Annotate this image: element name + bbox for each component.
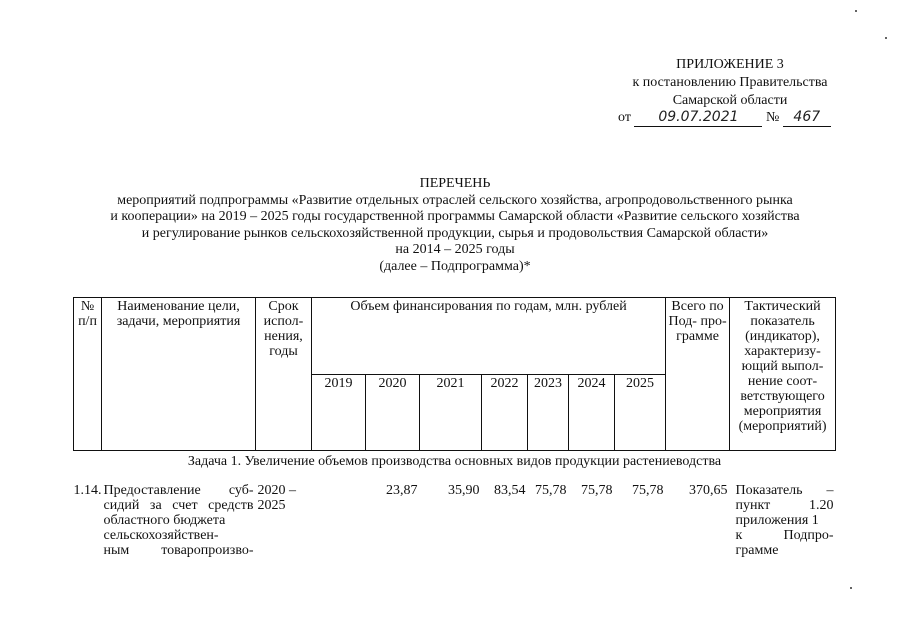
handwritten-date: 09.07.2021 bbox=[634, 108, 762, 127]
row-indicator-line: приложения 1 bbox=[735, 513, 819, 528]
appendix-title: ПРИЛОЖЕНИЕ 3 bbox=[676, 57, 784, 72]
header-indicator: Тактический показатель (индикатор), характеризу- ющий выпол- нение соот- ветствующего мероприятия (мероприятий) bbox=[730, 298, 836, 451]
row-value-2022: 83,54 bbox=[494, 483, 526, 498]
task-row: Задача 1. Увеличение объемов производства основных видов продукции растениеводства bbox=[74, 451, 836, 478]
row-name bbox=[102, 477, 256, 564]
appendix-line-1: к постановлению Правительства bbox=[632, 75, 828, 90]
date-prefix: от bbox=[618, 110, 631, 125]
row-indicator-line: к Подпро- bbox=[735, 528, 834, 543]
row-indicator bbox=[730, 477, 836, 564]
row-value-2021: 35,90 bbox=[448, 483, 480, 498]
measures-table bbox=[73, 297, 836, 564]
row-value-2025: 75,78 bbox=[632, 483, 664, 498]
header-year: 2022 bbox=[482, 374, 528, 451]
row-value-2019 bbox=[312, 477, 366, 564]
header-year: 2019 bbox=[312, 374, 366, 451]
row-indicator-line: пункт 1.20 bbox=[735, 498, 834, 513]
row-indicator-line: грамме bbox=[735, 543, 779, 558]
header-year: 2021 bbox=[420, 374, 482, 451]
row-value-2024: 75,78 bbox=[581, 483, 613, 498]
row-term-line: 2025 bbox=[257, 498, 286, 513]
heading-title: ПЕРЕЧЕНЬ bbox=[419, 176, 491, 191]
row-name-line: Предоставление суб- bbox=[103, 483, 254, 498]
row-total: 370,65 bbox=[689, 483, 728, 498]
appendix-block bbox=[600, 56, 860, 110]
heading-line-5: (далее – Подпрограмма)* bbox=[379, 258, 531, 274]
document-heading bbox=[40, 176, 870, 275]
scan-speck bbox=[855, 10, 857, 12]
appendix-line-2: Самарской области bbox=[672, 93, 788, 108]
table-row bbox=[74, 477, 836, 564]
handwritten-number: 467 bbox=[783, 108, 831, 127]
heading-line-3: и регулирование рынков сельскохозяйственной продукции, сырья и продовольствия Самарской области» bbox=[141, 225, 769, 241]
scan-speck bbox=[850, 587, 852, 589]
header-total: Всего по Под- про- грамме bbox=[666, 298, 730, 451]
row-name-line: сидий за счет средств bbox=[103, 498, 254, 513]
header-year: 2025 bbox=[615, 374, 666, 451]
heading-line-2: и кооперации» на 2019 – 2025 годы государственной программы Самарской области «Развитие сельского хозяйства bbox=[110, 209, 800, 224]
row-value-2020: 23,87 bbox=[386, 483, 418, 498]
header-name: Наименование цели, задачи, мероприятия bbox=[102, 298, 256, 451]
heading-line-1: мероприятий подпрограммы «Развитие отдельных отраслей сельского хозяйства, агропродовольственного рынка bbox=[117, 192, 793, 208]
row-num: 1.14. bbox=[73, 483, 102, 498]
decree-date-number bbox=[618, 108, 848, 127]
header-funding: Объем финансирования по годам, млн. рублей bbox=[312, 298, 666, 375]
row-name-line: ным товаропроизво- bbox=[103, 543, 254, 558]
heading-line-4: на 2014 – 2025 годы bbox=[395, 242, 515, 257]
row-name-line: сельскохозяйствен- bbox=[103, 528, 219, 543]
row-name-line: областного бюджета bbox=[103, 513, 226, 528]
header-term: Срок испол- нения, годы bbox=[256, 298, 312, 451]
row-term bbox=[256, 477, 312, 564]
header-year: 2023 bbox=[528, 374, 569, 451]
header-num: № п/п bbox=[74, 298, 102, 451]
scan-speck bbox=[885, 37, 887, 39]
header-year: 2020 bbox=[366, 374, 420, 451]
row-indicator-line: Показатель – bbox=[735, 483, 834, 498]
row-term-line: 2020 – bbox=[257, 483, 296, 498]
number-prefix: № bbox=[765, 110, 780, 125]
header-year: 2024 bbox=[569, 374, 615, 451]
row-value-2023: 75,78 bbox=[535, 483, 567, 498]
